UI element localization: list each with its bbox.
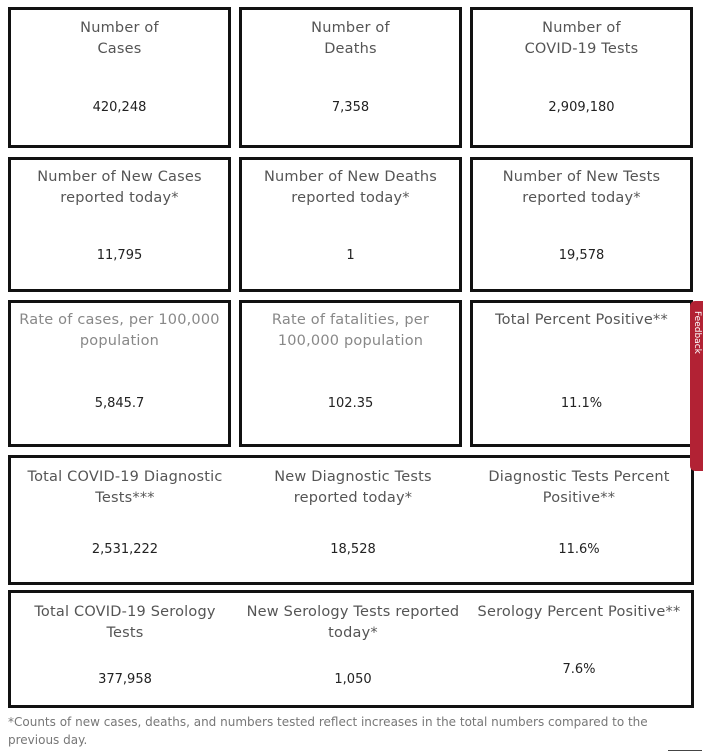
card-label: Number of Cases	[80, 20, 159, 57]
card-value: 1	[346, 248, 355, 263]
cell-value: 2,531,222	[91, 542, 159, 557]
card-new-tests	[470, 157, 693, 292]
serology-total-cell	[11, 593, 239, 705]
cell-label: Total COVID-19 Serology Tests	[34, 604, 216, 641]
cell-label: Diagnostic Tests Percent Positive**	[488, 469, 670, 506]
card-value: 5,845.7	[94, 396, 145, 411]
cell-label: Serology Percent Positive**	[477, 604, 681, 620]
card-value: 11.1%	[560, 396, 603, 411]
card-number-of-deaths	[239, 7, 462, 148]
card-label: Number of COVID-19 Tests	[524, 20, 639, 57]
feedback-tab-label: Feedback	[692, 311, 702, 354]
card-rate-of-cases	[8, 300, 231, 447]
card-label: Total Percent Positive**	[495, 312, 668, 328]
card-new-deaths	[239, 157, 462, 292]
cell-value: 7.6%	[562, 662, 596, 677]
diagnostic-new-cell	[239, 458, 467, 582]
card-label: Rate of cases, per 100,000 population	[19, 312, 220, 349]
cell-value: 377,958	[98, 672, 152, 687]
card-value: 2,909,180	[548, 100, 615, 115]
card-new-cases	[8, 157, 231, 292]
card-value: 19,578	[558, 248, 605, 263]
bottom-edge-divider	[668, 750, 702, 751]
card-label: Rate of fatalities, per 100,000 population	[271, 312, 430, 349]
serology-tests-panel	[8, 590, 694, 708]
card-label: Number of Deaths	[311, 20, 390, 57]
serology-new-cell	[239, 593, 467, 705]
serology-percent-cell	[467, 593, 691, 705]
card-value: 420,248	[92, 100, 147, 115]
card-value: 7,358	[331, 100, 370, 115]
cell-value: 1,050	[334, 672, 372, 687]
cell-label: New Diagnostic Tests reported today*	[274, 469, 432, 506]
cell-value: 11.6%	[558, 542, 600, 557]
cell-label: Total COVID-19 Diagnostic Tests***	[27, 469, 223, 506]
card-number-of-tests	[470, 7, 693, 148]
card-label: Number of New Deaths reported today*	[263, 169, 438, 206]
card-label: Number of New Cases reported today*	[37, 169, 202, 206]
card-value: 102.35	[327, 396, 374, 411]
card-label: Number of New Tests reported today*	[502, 169, 661, 206]
cell-label: New Serology Tests reported today*	[246, 604, 460, 641]
feedback-tab[interactable]	[690, 301, 703, 471]
card-value: 11,795	[96, 248, 143, 263]
cell-value: 18,528	[330, 542, 376, 557]
diagnostic-tests-panel	[8, 455, 694, 585]
card-number-of-cases	[8, 7, 231, 148]
card-total-percent-positive	[470, 300, 693, 447]
card-rate-of-fatalities	[239, 300, 462, 447]
diagnostic-total-cell	[11, 458, 239, 582]
footnote: *Counts of new cases, deaths, and numbers tested reflect increases in the total numbers compared to the previous day.	[8, 715, 648, 747]
diagnostic-percent-cell	[467, 458, 691, 582]
